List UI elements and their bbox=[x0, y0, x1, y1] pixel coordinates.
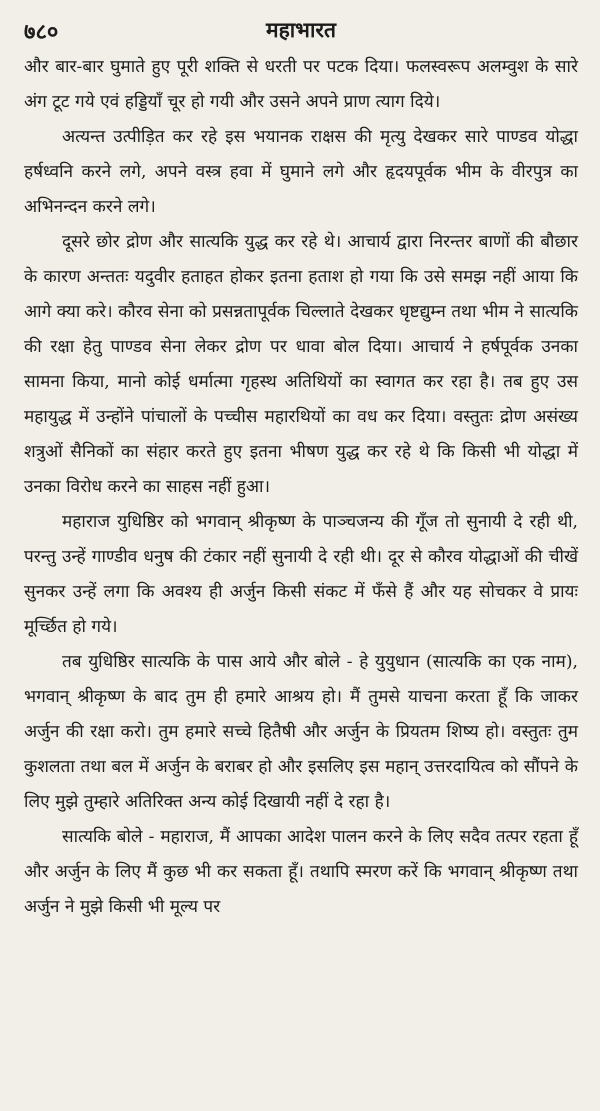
page-number: ७८० bbox=[24, 19, 59, 45]
paragraph: दूसरे छोर द्रोण और सात्यकि युद्ध कर रहे थे। आचार्य द्वारा निरन्तर बाणों की बौछार के कारण अन्ततः यदुवीर हताहत होकर इतना हताश हो गया कि उसे समझ नहीं आया कि आगे क्या करे। कौरव सेना को प्रसन्नतापूर्वक चिल्लाते देखकर धृष्टद्युम्न तथा भीम ने सात्यकि की रक्षा हेतु पाण्डव सेना लेकर द्रोण पर धावा बोल दिया। आचार्य ने हर्षपूर्वक उनका सामना किया, मानो कोई धर्मात्मा गृहस्थ अतिथियों का स्वागत कर रहा है। तब हुए उस महायुद्ध में उन्होंने पांचालों के पच्चीस महारथियों का वध कर दिया। वस्तुतः द्रोण असंख्य शत्रुओं सैनिकों का संहार करते हुए इतना भीषण युद्ध कर रहे थे कि किसी भी योद्धा में उनका विरोध करने का साहस नहीं हुआ। bbox=[24, 232, 578, 497]
paragraph-continuation: और बार-बार घुमाते हुए पूरी शक्ति से धरती पर पटक दिया। फलस्वरूप अलम्वुश के सारे अंग टूट गये एवं हड्डियाँ चूर हो गयी और उसने अपने प्राण त्याग दिये। bbox=[24, 57, 578, 112]
paragraph: सात्यकि बोले - महाराज, मैं आपका आदेश पालन करने के लिए सदैव तत्पर रहता हूँ और अर्जुन के लिए मैं कुछ भी कर सकता हूँ। तथापि स्मरण करें कि भगवान् श्रीकृष्ण तथा अर्जुन ने मुझे किसी भी मूल्य पर bbox=[24, 827, 578, 917]
paragraph: अत्यन्त उत्पीड़ित कर रहे इस भयानक राक्षस की मृत्यु देखकर सारे पाण्डव योद्धा हर्षध्वनि करने लगे, अपने वस्त्र हवा में घुमाने लगे और हृदयपूर्वक भीम के वीरपुत्र का अभिनन्दन करने लगे। bbox=[24, 127, 578, 217]
body-text bbox=[24, 50, 578, 925]
paragraph: तब युधिष्ठिर सात्यकि के पास आये और बोले - हे युयुधान (सात्यकि का एक नाम), भगवान् श्रीकृष्ण के बाद तुम ही हमारे आश्रय हो। मैं तुमसे याचना करता हूँ कि जाकर अर्जुन की रक्षा करो। तुम हमारे सच्चे हितैषी और अर्जुन के प्रियतम शिष्य हो। वस्तुतः तुम कुशलता तथा बल में अर्जुन के बराबर हो और इसलिए इस महान् उत्तरदायित्व को सौंपने के लिए मुझे तुम्हारे अतिरिक्त अन्य कोई दिखायी नहीं दे रहा है। bbox=[24, 652, 578, 812]
paragraph: महाराज युधिष्ठिर को भगवान् श्रीकृष्ण के पाञ्चजन्य की गूँज तो सुनायी दे रही थी, परन्तु उन्हें गाण्डीव धनुष की टंकार नहीं सुनायी दे रही थी। दूर से कौरव योद्धाओं की चीखें सुनकर उन्हें लगा कि अवश्य ही अर्जुन किसी संकट में फँसे हैं और यह सोचकर वे प्रायः मूर्च्छित हो गये। bbox=[24, 512, 578, 637]
running-title: महाभारत bbox=[266, 17, 336, 42]
page-header bbox=[24, 12, 578, 50]
